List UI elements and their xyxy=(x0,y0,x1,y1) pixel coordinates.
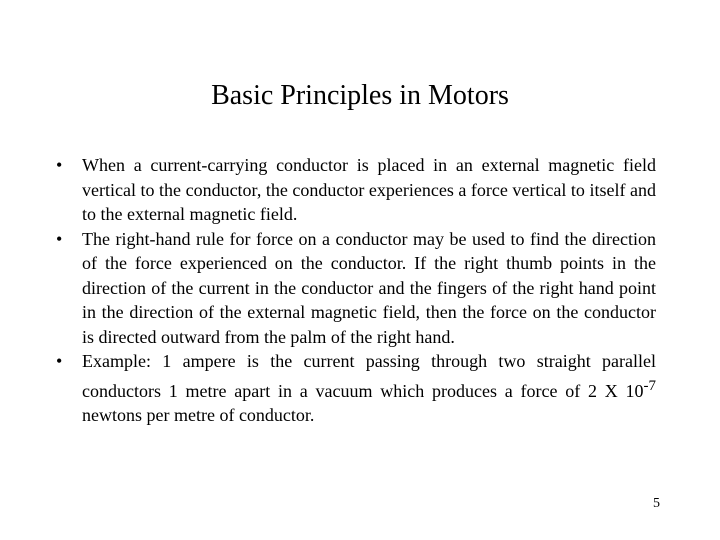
exponent-superscript: -7 xyxy=(643,377,656,394)
bullet-list xyxy=(56,153,656,428)
bullet-marker: • xyxy=(56,351,63,371)
bullet-text-continued: newtons per metre of conductor. xyxy=(82,405,315,425)
bullet-text: When a current-carrying conductor is placed in an external magnetic field vertical to the conductor, the conductor experiences a force vertical to itself and to the external magnetic field. xyxy=(82,155,656,224)
bullet-text: Example: 1 ampere is the current passing through two straight parallel conductors 1 metre apart in a vacuum which produces a force of 2 X 10 xyxy=(82,351,656,401)
page-number: 5 xyxy=(653,496,660,511)
slide-title: Basic Principles in Motors xyxy=(211,80,509,111)
bullet-marker: • xyxy=(56,228,63,249)
bullet-text: The right-hand rule for force on a conductor may be used to find the direction of the force experienced on the conductor. If the right thumb points in the direction of the current in the conductor and the fingers of the right hand point in the direction of the external magnetic field, then the force on the conductor is directed outward from the palm of the right hand. xyxy=(82,228,656,347)
bullet-marker: • xyxy=(56,155,63,175)
bullet-item xyxy=(56,153,656,227)
bullet-item xyxy=(56,349,656,428)
bullet-item xyxy=(56,227,656,350)
